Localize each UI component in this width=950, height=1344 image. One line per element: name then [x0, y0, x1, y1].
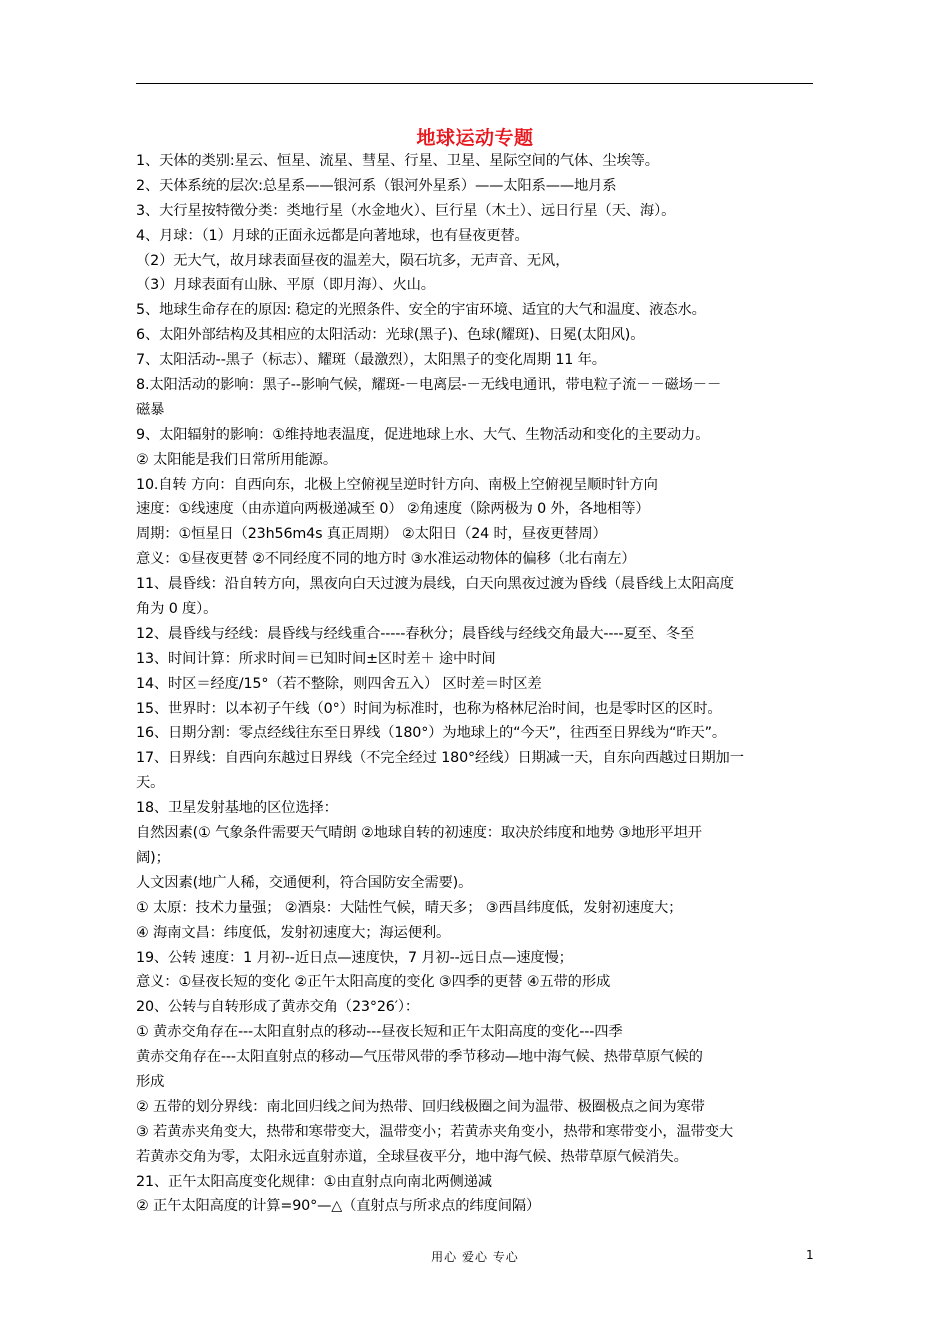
text-line: 18、卫星发射基地的区位选择： [136, 800, 338, 817]
text-line: 人文因素(地广人稀，交通便利，符合国防安全需要)。 [136, 874, 473, 891]
text-line: 14、时区＝经度/15°（若不整除，则四舍五入） 区时差＝时区差 [136, 675, 542, 692]
text-line: ① 黄赤交角存在---太阳直射点的移动---昼夜长短和正午太阳高度的变化---四季 [136, 1024, 623, 1041]
text-line: 角为 0 度）。 [136, 601, 218, 618]
text-line: 10.自转 方向：自西向东，北极上空俯视呈逆时针方向、南极上空俯视呈顺时针方向 [136, 476, 658, 493]
text-line: （2）无大气，故月球表面昼夜的温差大，陨石坑多，无声音、无风， [136, 252, 570, 269]
text-line: 6、太阳外部结构及其相应的太阳活动：光球(黑子)、色球(耀斑)、日冕(太阳风)。 [136, 327, 645, 344]
text-line: 5、地球生命存在的原因: 稳定的光照条件、安全的宇宙环境、适宜的大气和温度、液态水。 [136, 302, 706, 319]
text-line: 黄赤交角存在---太阳直射点的移动—气压带风带的季节移动—地中海气候、热带草原气候的 [136, 1049, 703, 1066]
text-line: 8.太阳活动的影响：黑子--影响气候，耀斑-－电离层-－无线电通讯，带电粒子流－－磁场－－ [136, 377, 722, 394]
text-line: 速度：①线速度（由赤道向两极递减至 0） ②角速度（除两极为 0 外，各地相等） [136, 501, 650, 518]
text-line: 周期：①恒星日（23h56m4s 真正周期） ②太阳日（24 时，昼夜更替周） [136, 526, 607, 543]
text-line: 磁暴 [136, 401, 165, 418]
text-line: 12、晨昏线与经线：晨昏线与经线重合-----春秋分；晨昏线与经线交角最大----夏至、冬至 [136, 625, 695, 642]
text-line: ③ 若黄赤夹角变大，热带和寒带变大，温带变小；若黄赤夹角变小，热带和寒带变小，温带变大 [136, 1123, 734, 1140]
text-line: ② 五带的划分界线：南北回归线之间为热带、回归线极圈之间为温带、极圈极点之间为寒带 [136, 1098, 705, 1115]
text-line: 3、大行星按特徵分类：类地行星（水金地火）、巨行星（木土）、远日行星（天、海）。 [136, 202, 676, 219]
text-line: 意义：①昼夜更替 ②不同经度不同的地方时 ③水准运动物体的偏移（北右南左） [136, 551, 636, 568]
text-line: 13、时间计算：所求时间＝已知时间±区时差＋ 途中时间 [136, 650, 496, 667]
text-line: 天。 [136, 775, 165, 792]
text-line: 若黄赤交角为零，太阳永远直射赤道，全球昼夜平分，地中海气候、热带草原气候消失。 [136, 1148, 688, 1165]
text-line: 19、公转 速度：1 月初--近日点—速度快，7 月初--远日点—速度慢； [136, 949, 573, 966]
text-line: 2、天体系统的层次:总星系——银河系（银河外星系）——太阳系——地月系 [136, 177, 617, 194]
text-line: 1、天体的类别:星云、恒星、流星、彗星、行星、卫星、星际空间的气体、尘埃等。 [136, 153, 659, 169]
text-line: ② 正午太阳高度的计算=90°—△（直射点与所求点的纬度间隔） [136, 1198, 541, 1215]
document-body [136, 149, 826, 1219]
text-line: 20、公转与自转形成了黄赤交角（23°26′）： [136, 999, 419, 1016]
text-line: 9、太阳辐射的影响：①维持地表温度，促进地球上水、大气、生物活动和变化的主要动力。 [136, 426, 710, 443]
page-number: 1 [806, 1248, 814, 1262]
document-title: 地球运动专题 [416, 127, 534, 149]
header-rule [136, 83, 813, 84]
text-line: ④ 海南文昌：纬度低，发射初速度大；海运便利。 [136, 924, 451, 941]
text-line: 11、晨昏线：沿自转方向，黑夜向白天过渡为晨线，白天向黑夜过渡为昏线（晨昏线上太阳高度 [136, 576, 734, 593]
text-line: 15、世界时：以本初子午线（0°）时间为标准时，也称为格林尼治时间，也是零时区的区时。 [136, 700, 722, 717]
text-line: 17、日界线：自西向东越过日界线（不完全经过 180°经线）日期减一天，自东向西越过日期加一 [136, 750, 744, 767]
text-line: 形成 [136, 1073, 165, 1090]
text-line: 4、月球：（1）月球的正面永远都是向著地球，也有昼夜更替。 [136, 227, 529, 244]
text-line: 意义：①昼夜长短的变化 ②正午太阳高度的变化 ③四季的更替 ④五带的形成 [136, 974, 611, 991]
text-line: 阔)； [136, 849, 170, 866]
text-line: 7、太阳活动--黑子（标志）、耀斑（最激烈），太阳黑子的变化周期 11 年。 [136, 352, 606, 369]
page-footer: 用心 爱心 专心 [431, 1250, 519, 1264]
text-line: ② 太阳能是我们日常所用能源。 [136, 451, 337, 468]
text-line: 21、正午太阳高度变化规律：①由直射点向南北两侧递减 [136, 1173, 492, 1190]
text-line: 自然因素(① 气象条件需要天气晴朗 ②地球自转的初速度：取决於纬度和地势 ③地形平坦开 [136, 825, 702, 842]
text-line: 16、日期分割：零点经线往东至日界线（180°）为地球上的“今天”，往西至日界线为“昨天”。 [136, 725, 727, 742]
text-line: （3）月球表面有山脉、平原（即月海）、火山。 [136, 277, 435, 294]
text-line: ① 太原：技术力量强； ②酒泉：大陆性气候，晴天多； ③西昌纬度低，发射初速度大； [136, 899, 683, 916]
